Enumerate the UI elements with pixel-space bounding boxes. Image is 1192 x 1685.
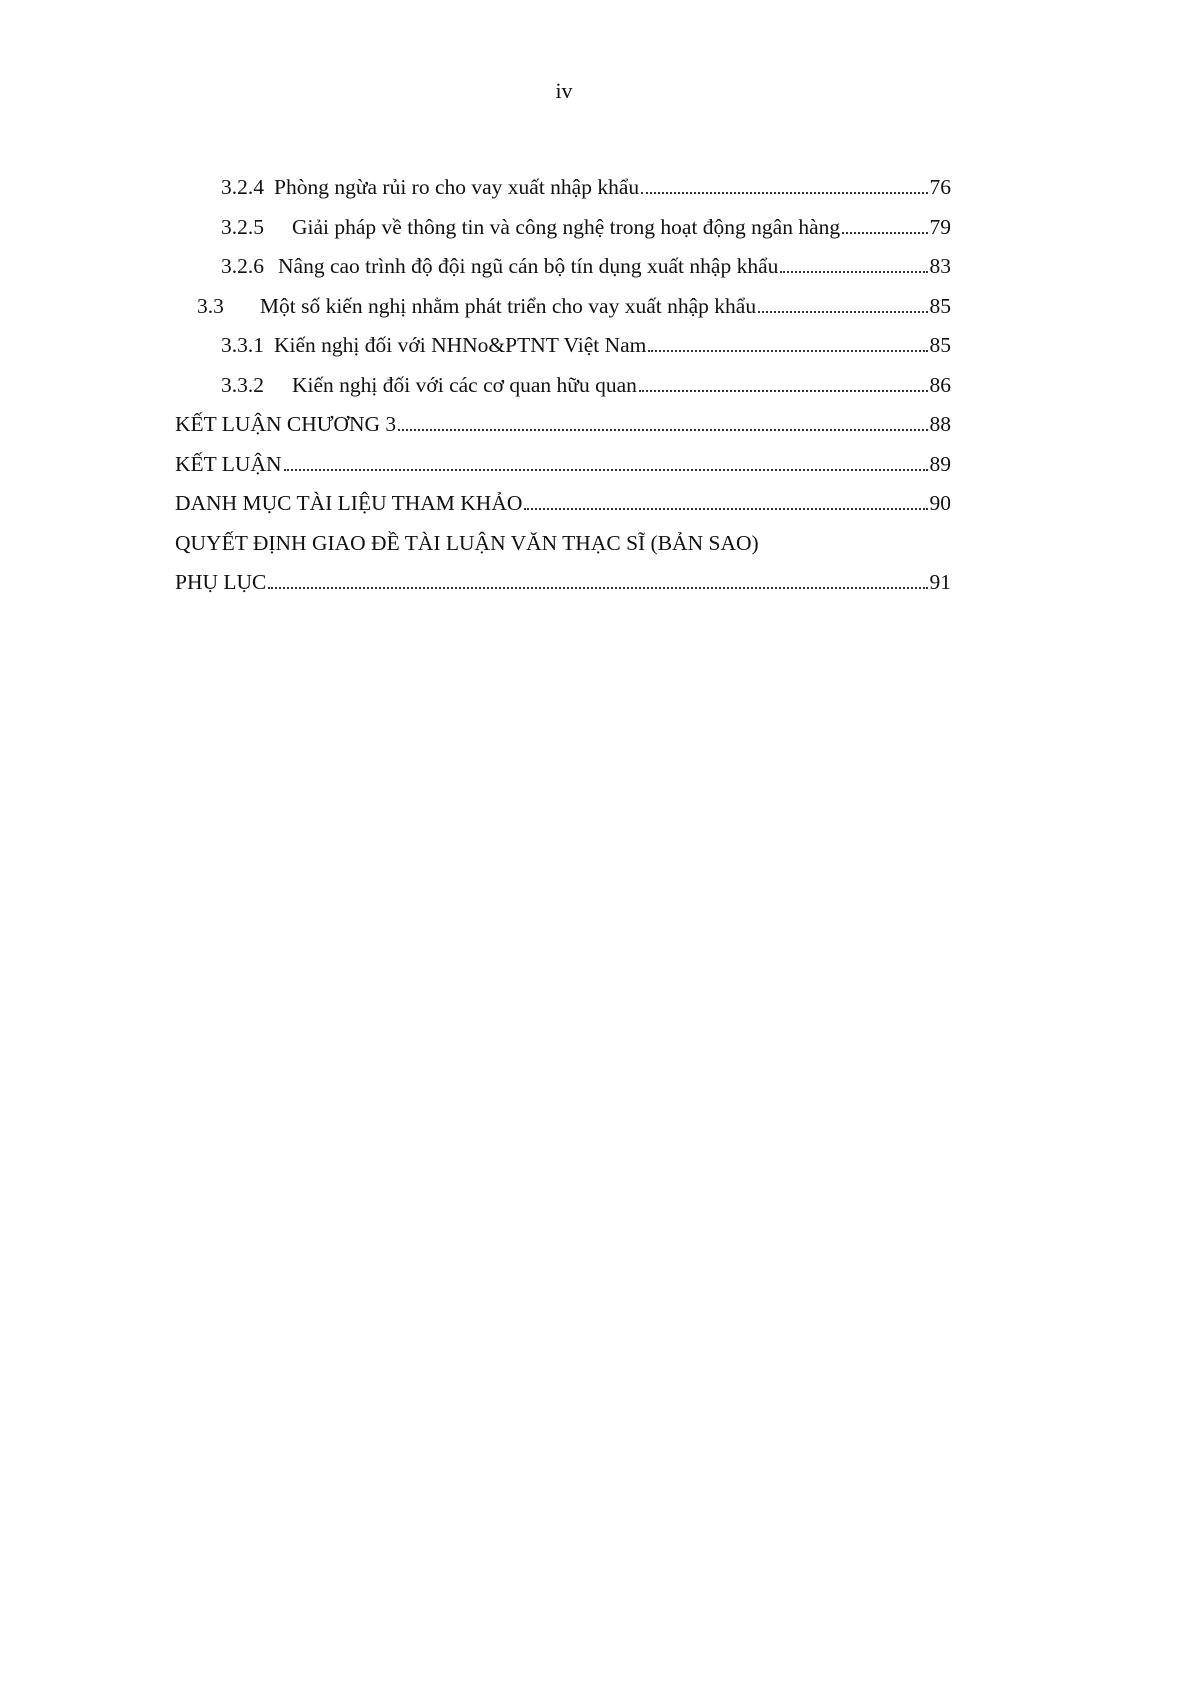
toc-page-number: 89 [929,451,951,476]
toc-page-number: 79 [929,214,951,239]
toc-title: KẾT LUẬN [175,451,282,476]
toc-dot-leader [842,232,927,234]
toc-entry-chapter-3-conclusion[interactable] [175,411,951,451]
toc-entry-3-2-4[interactable] [175,174,951,214]
toc-entry-3-2-6[interactable] [175,253,951,293]
toc-page-number: 85 [929,293,951,318]
toc-page-number: 83 [929,254,951,278]
toc-title: PHỤ LỤC [175,570,267,594]
toc-title: Một số kiến nghị nhằm phát triển cho vay xuất nhập khẩu [259,293,757,318]
toc-page-number: 91 [929,570,951,594]
toc-entry-3-2-5[interactable] [175,214,951,254]
toc-dot-leader [639,390,928,392]
toc-section-number: 3.3.2 [221,372,264,397]
toc-dot-leader [641,192,927,194]
toc-title: Kiến nghị đối với NHNo&PTNT Việt Nam [274,333,647,357]
toc-page-number: 85 [929,333,951,357]
toc-page-number: 88 [929,412,951,436]
toc-dot-leader [758,311,927,313]
toc-dot-leader [284,469,928,471]
toc-dot-leader [398,429,927,431]
toc-title: Giải pháp về thông tin và công nghệ trong hoạt động ngân hàng [292,214,841,239]
toc-entry-3-3-2[interactable] [175,372,951,412]
toc-entry-conclusion[interactable] [175,451,951,491]
toc-entry-3-3[interactable] [175,293,951,333]
toc-title: DANH MỤC TÀI LIỆU THAM KHẢO [175,491,523,515]
toc-title: Nâng cao trình độ đội ngũ cán bộ tín dụng xuất nhập khẩu [278,254,779,278]
toc-entry-3-3-1[interactable] [175,332,951,372]
toc-entry-appendix[interactable] [175,569,951,609]
toc-entry-references[interactable] [175,490,951,530]
toc-title: KẾT LUẬN CHƯƠNG 3 [175,412,397,436]
toc-title: Kiến nghị đối với các cơ quan hữu quan [292,372,637,397]
toc-entry-thesis-decision[interactable] [175,530,951,570]
toc-title: Phòng ngừa rủi ro cho vay xuất nhập khẩu [274,175,640,199]
toc-dot-leader [780,271,927,273]
toc-section-number: 3.3.1 [221,333,264,357]
toc-section-number: 3.2.6 [221,254,264,278]
toc-page-number: 90 [929,491,951,515]
toc-dot-leader [524,508,927,510]
toc-section-number: 3.3 [197,293,224,318]
toc-dot-leader [648,350,927,352]
toc-page-number: 86 [929,372,951,397]
toc-section-number: 3.2.4 [221,175,264,199]
toc-section-number: 3.2.5 [221,214,264,239]
page-number: iv [555,78,573,103]
table-of-contents [175,174,951,609]
toc-dot-leader [268,587,927,589]
toc-title: QUYẾT ĐỊNH GIAO ĐỀ TÀI LUẬN VĂN THẠC SĨ (BẢN SAO) [175,530,759,555]
toc-page-number: 76 [929,175,951,199]
